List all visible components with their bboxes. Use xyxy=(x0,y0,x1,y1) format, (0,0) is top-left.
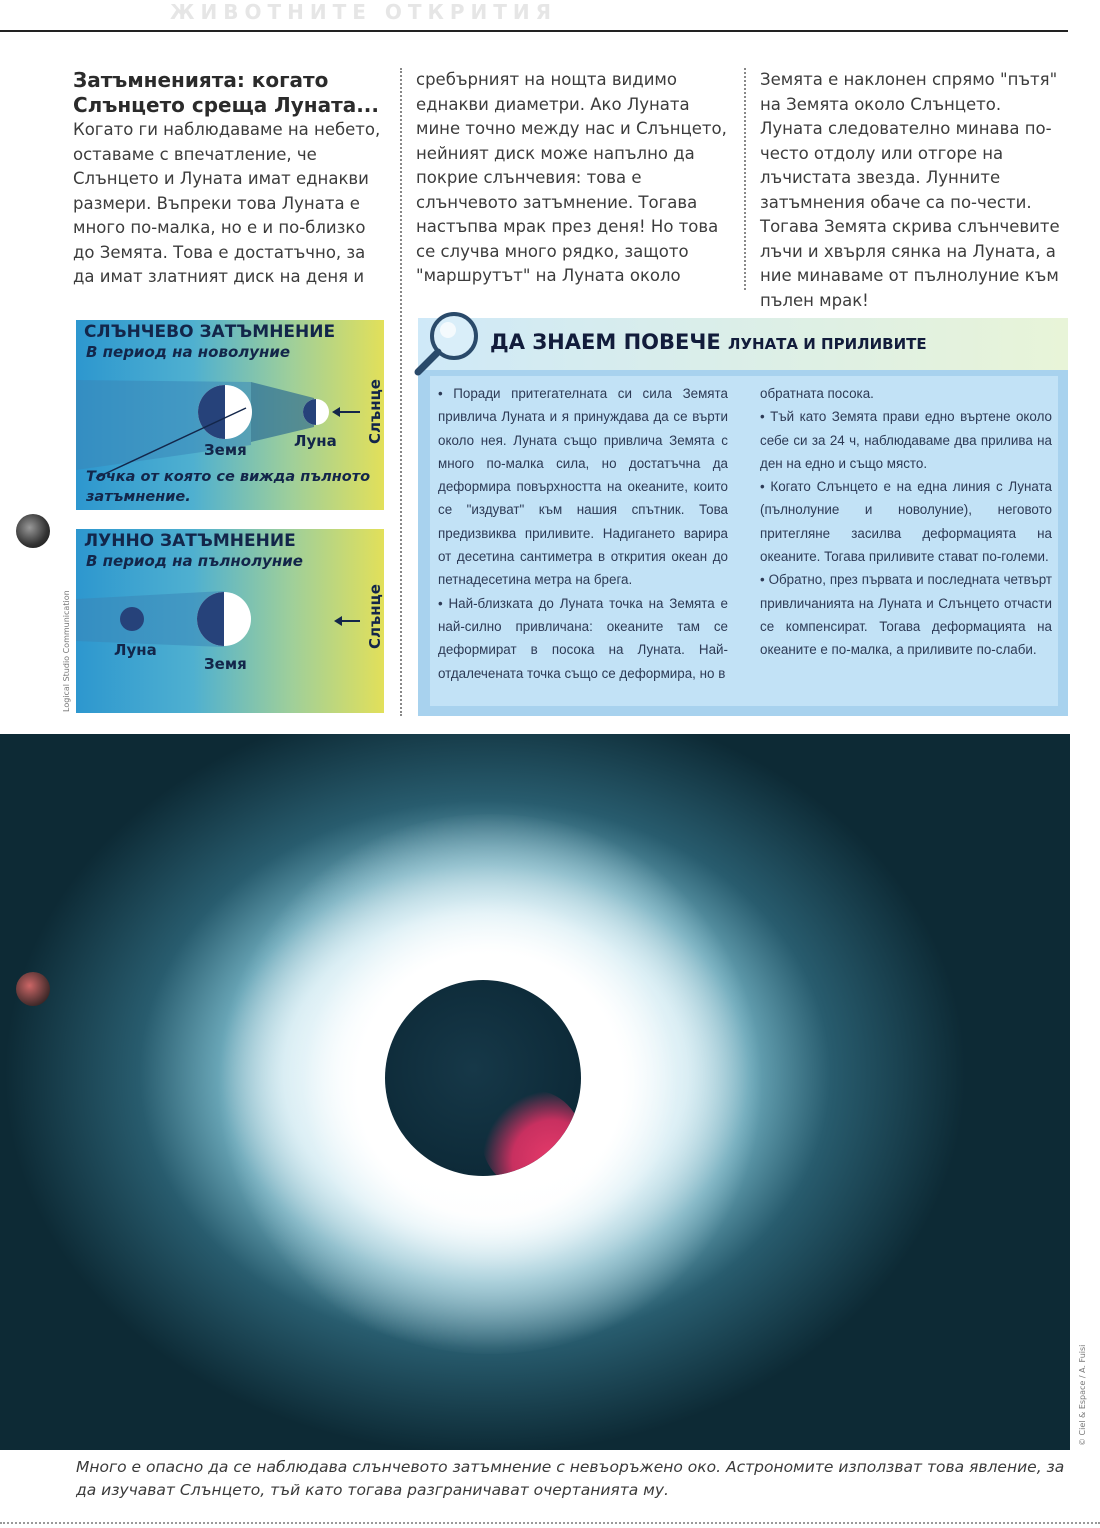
info-box-subtitle: ЛУНАТА И ПРИЛИВИТЕ xyxy=(728,335,927,353)
info-paragraph: • Обратно, през първата и последната четвърт привличанията на Луната и Слънцето отчасти се компенсират. Тогава деформацията на океаните е по-малка, а приливите по-слаби. xyxy=(760,572,1052,658)
moon-disc xyxy=(120,607,144,631)
binder-ring-icon xyxy=(16,972,50,1006)
lunar-diagram-subtitle: В период на пълнолуние xyxy=(86,552,303,570)
photo-caption: Много е опасно да се наблюдава слънчевото затъмнение с невъоръжено око. Астрономите използват това явление, за да изучават Слънцето, тъй като тогава разграничават очертанията му. xyxy=(76,1458,1065,1499)
bottom-divider xyxy=(0,1522,1100,1524)
solar-eclipse-diagram xyxy=(76,320,384,510)
column-divider xyxy=(744,68,746,290)
info-paragraph: • Най-близката до Луната точка на Земята е най-силно привличана: океаните там се деформират в посока на Луната. Най-отдалечената точка също се деформира, но в xyxy=(438,595,728,681)
intro-text-2: сребърният на нощта видимо еднакви диаметри. Ако Луната мине точно между нас и Слънцето, нейният диск може напълно да покрие слънчевия: това е слънчевото затъмнение. Тогава настъпва мрак през деня! Но това се случва много рядко, защото "маршрутът" на Луната около xyxy=(416,70,727,285)
side-credit: Logical Studio Communication xyxy=(62,590,71,712)
sun-arrow-head xyxy=(334,616,342,626)
info-column-2 xyxy=(760,382,1052,662)
earth-label: Земя xyxy=(204,441,247,459)
binder-ring-icon xyxy=(16,514,50,548)
info-box xyxy=(418,318,1068,716)
moon-label: Луна xyxy=(294,432,337,450)
info-column-1 xyxy=(438,382,728,685)
ghost-header: ЖИВОТНИТЕ ОТКРИТИЯ xyxy=(170,0,558,24)
intro-text-1: Когато ги наблюдаваме на небето, оставаме с впечатление, че Слънцето и Луната имат еднакви размери. Въпреки това Луната е много по-малка, но е и по-близко до Земята. Това е достатъчно, за да имат златният диск на деня и xyxy=(73,120,381,286)
solar-diagram-note: Точка от която се вижда пълното затъмнение. xyxy=(86,469,371,505)
intro-column-1 xyxy=(73,68,383,290)
info-paragraph: • Тъй като Земята прави едно въртене около себе си за 24 ч, наблюдаваме два прилива на ден на едно и също място. xyxy=(760,409,1052,471)
intro-text-3: Земята е наклонен спрямо "пътя" на Земята около Слънцето. Луната следователно минава по-често отдолу или отгоре на лъчистата звезда. Лунните затъмнения обаче са по-чести. Тогава Земята скрива слънчевите лъчи и хвърля сянка на Луната, а ние минаваме от пълнолуние към пълен мрак! xyxy=(760,70,1060,310)
info-paragraph: • Когато Слънцето е на една линия с Луната (пълнолуние и новолуние), неговото притегляне засилва деформацията на океаните. Тогава приливите стават по-големи. xyxy=(760,479,1052,565)
eclipse-photo xyxy=(0,734,1070,1450)
photo-credit: © Ciel & Espace / A. Fuisi xyxy=(1078,1344,1087,1446)
sun-arrow-head xyxy=(332,407,340,417)
lunar-eclipse-diagram xyxy=(76,529,384,713)
solar-diagram-title: СЛЪНЧЕВО ЗАТЪМНЕНИЕ xyxy=(84,322,336,342)
moon-label: Луна xyxy=(114,641,157,659)
sun-label: Слънце xyxy=(366,584,384,649)
column-divider xyxy=(400,68,402,716)
magnifier-icon xyxy=(408,304,488,384)
top-rule xyxy=(0,30,1068,32)
info-paragraph: обратната посока. xyxy=(760,386,874,401)
sun-label: Слънце xyxy=(366,379,384,444)
info-paragraph: • Поради притегателната си сила Земята привлича Луната и я принуждава да се върти около нея. Луната също привлича Земята с много по-малка сила, но достатъчна да деформира повърхността на океаните, които се "издуват" към нашия спътник. Това предизвиква приливите. Надигането варира от десетина сантиметра в открития океан до петнадесетина метра на брега. xyxy=(438,386,728,588)
moon-disc xyxy=(385,980,581,1176)
lunar-diagram-title: ЛУННО ЗАТЪМНЕНИЕ xyxy=(84,531,296,551)
solar-prominence xyxy=(482,1090,581,1176)
info-box-title: ДА ЗНАЕМ ПОВЕЧЕ xyxy=(490,330,721,354)
intro-title: Затъмненията: когато Слънцето среща Луната... xyxy=(73,68,380,117)
solar-diagram-subtitle: В период на новолуние xyxy=(86,343,291,361)
earth-label: Земя xyxy=(204,655,247,673)
